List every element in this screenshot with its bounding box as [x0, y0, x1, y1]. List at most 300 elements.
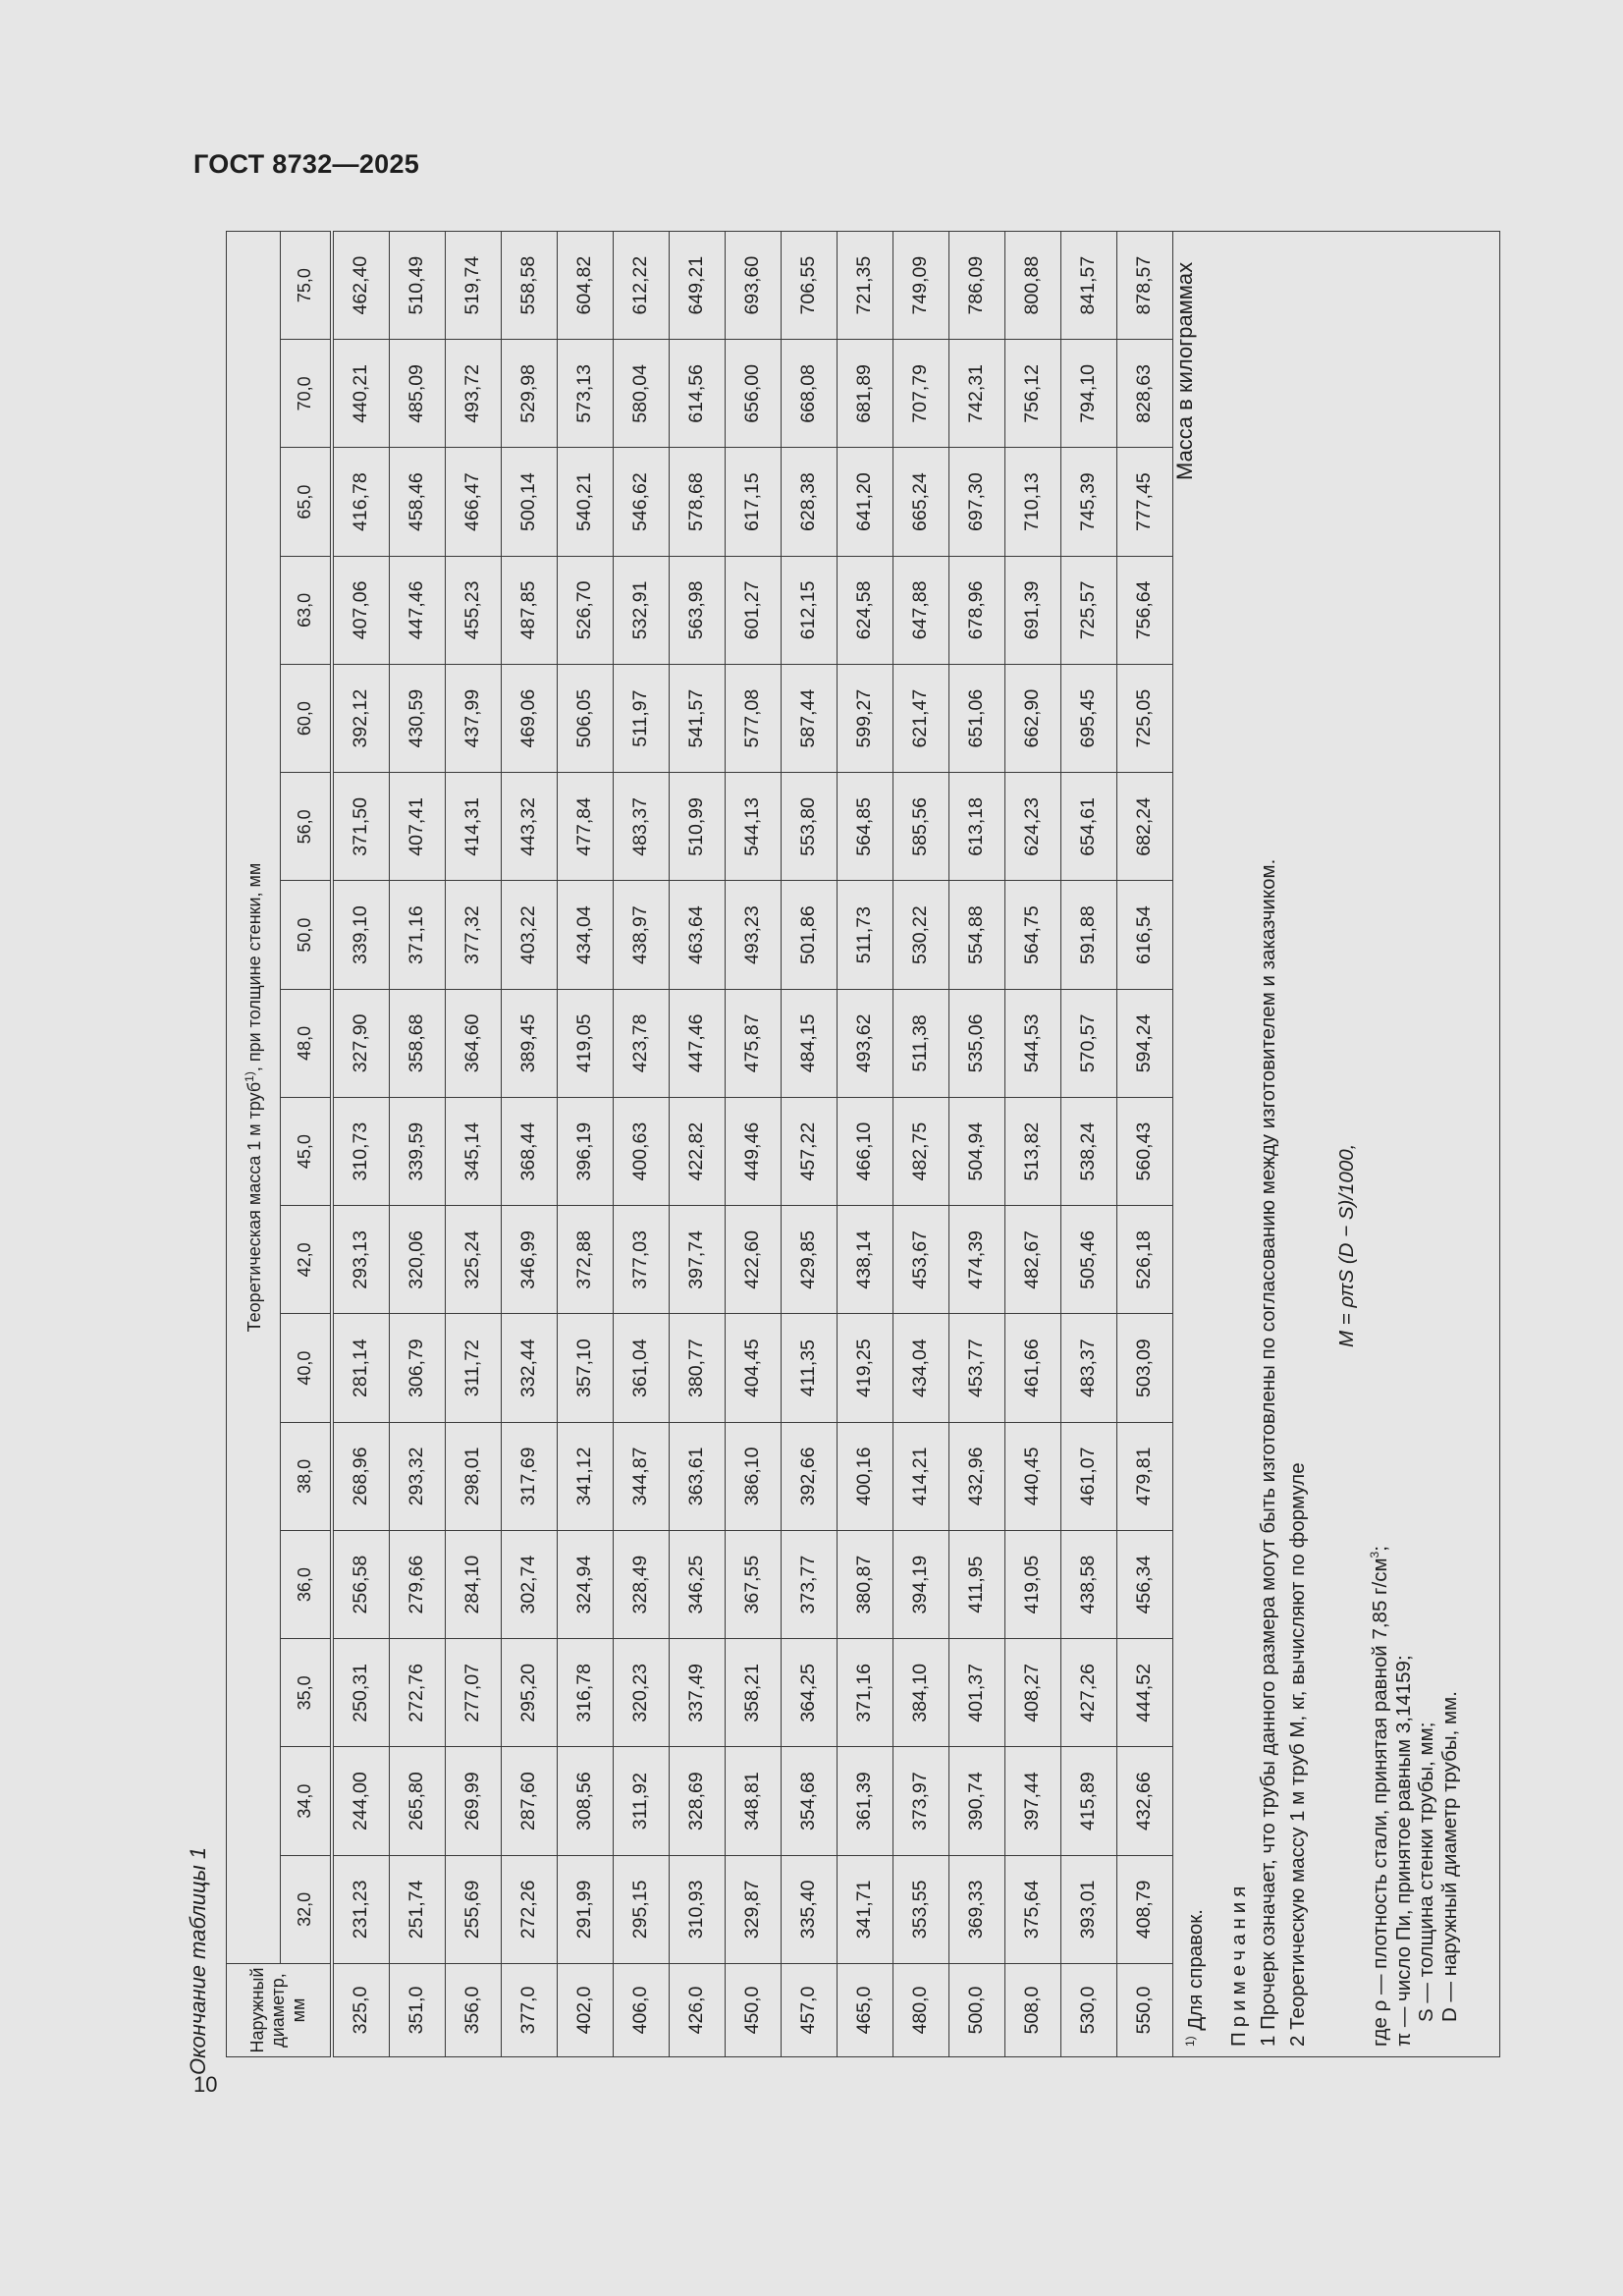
notes-heading: Примечания [1226, 1881, 1250, 2047]
mass-cell: 458,46 [389, 448, 445, 556]
mass-cell: 377,03 [613, 1206, 669, 1314]
mass-cell: 432,96 [948, 1422, 1004, 1530]
mass-cell: 337,49 [669, 1639, 725, 1747]
mass-cell: 422,60 [725, 1206, 781, 1314]
mass-cell: 438,58 [1060, 1531, 1116, 1639]
diameter-cell: 377,0 [501, 1964, 557, 2057]
mass-cell: 375,64 [1004, 1855, 1060, 1963]
diameter-cell: 325,0 [332, 1964, 390, 2057]
mass-cell: 594,24 [1116, 989, 1172, 1097]
mass-cell: 329,87 [725, 1855, 781, 1963]
mass-cell: 535,06 [948, 989, 1004, 1097]
mass-cell: 434,04 [893, 1314, 948, 1422]
mass-cell: 479,81 [1116, 1422, 1172, 1530]
thickness-header-cell: 63,0 [281, 556, 332, 664]
thickness-header-cell: 70,0 [281, 340, 332, 448]
mass-cell: 599,27 [837, 665, 893, 773]
table-row [725, 232, 781, 2057]
mass-cell: 511,38 [893, 989, 948, 1097]
mass-cell: 316,78 [557, 1639, 613, 1747]
mass-cell: 320,23 [613, 1639, 669, 1747]
mass-cell: 407,41 [389, 773, 445, 881]
mass-cell: 513,82 [1004, 1098, 1060, 1206]
mass-cell: 310,93 [669, 1855, 725, 1963]
mass-cell: 367,55 [725, 1531, 781, 1639]
diameter-cell: 406,0 [613, 1964, 669, 2057]
thickness-header-cell: 75,0 [281, 232, 332, 340]
mass-cell: 320,06 [389, 1206, 445, 1314]
mass-cell: 477,84 [557, 773, 613, 881]
mass-cell: 519,74 [445, 232, 501, 340]
mass-cell: 344,87 [613, 1422, 669, 1530]
mass-cell: 363,61 [669, 1422, 725, 1530]
mass-cell: 244,00 [332, 1747, 390, 1855]
mass-cell: 389,45 [501, 989, 557, 1097]
table-row [1116, 232, 1172, 2057]
mass-cell: 665,24 [893, 448, 948, 556]
mass-cell: 284,10 [445, 1531, 501, 1639]
mass-cell: 298,01 [445, 1422, 501, 1530]
mass-cell: 558,58 [501, 232, 557, 340]
mass-cell: 401,37 [948, 1639, 1004, 1747]
mass-cell: 408,27 [1004, 1639, 1060, 1747]
mass-cell: 563,98 [669, 556, 725, 664]
mass-cell: 419,05 [1004, 1531, 1060, 1639]
mass-cell: 407,06 [332, 556, 390, 664]
thickness-header-cell: 36,0 [281, 1531, 332, 1639]
mass-cell: 279,66 [389, 1531, 445, 1639]
thickness-header-cell: 40,0 [281, 1314, 332, 1422]
mass-cell: 463,64 [669, 881, 725, 989]
mass-cell: 403,22 [501, 881, 557, 989]
mass-cell: 742,31 [948, 340, 1004, 448]
mass-cell: 277,07 [445, 1639, 501, 1747]
mass-cell: 272,26 [501, 1855, 557, 1963]
thickness-header-cell: 45,0 [281, 1098, 332, 1206]
table-row [669, 232, 725, 2057]
mass-cell: 411,35 [781, 1314, 837, 1422]
mass-cell: 544,13 [725, 773, 781, 881]
mass-cell: 621,47 [893, 665, 948, 773]
mass-cell: 504,94 [948, 1098, 1004, 1206]
mass-cell: 372,88 [557, 1206, 613, 1314]
table-row [613, 232, 669, 2057]
table-row [389, 232, 445, 2057]
mass-cell: 364,60 [445, 989, 501, 1097]
mass-cell: 293,13 [332, 1206, 390, 1314]
mass-cell: 647,88 [893, 556, 948, 664]
mass-cell: 554,88 [948, 881, 1004, 989]
thickness-group-header: Теоретическая масса 1 м труб$^{1)}$, при толщине стенки, мм [227, 232, 281, 1964]
mass-cell: 841,57 [1060, 232, 1116, 340]
mass-cell: 361,39 [837, 1747, 893, 1855]
mass-cell: 328,49 [613, 1531, 669, 1639]
mass-cell: 393,01 [1060, 1855, 1116, 1963]
thickness-header-cell: 60,0 [281, 665, 332, 773]
diameter-cell: 465,0 [837, 1964, 893, 2057]
table-row [837, 232, 893, 2057]
table-row [332, 232, 390, 2057]
mass-cell: 617,15 [725, 448, 781, 556]
mass-cell: 828,63 [1116, 340, 1172, 448]
mass-cell: 339,59 [389, 1098, 445, 1206]
mass-cell: 706,55 [781, 232, 837, 340]
mass-cell: 614,56 [669, 340, 725, 448]
mass-cell: 501,86 [781, 881, 837, 989]
mass-cell: 440,45 [1004, 1422, 1060, 1530]
mass-cell: 339,10 [332, 881, 390, 989]
mass-cell: 511,73 [837, 881, 893, 989]
mass-cell: 440,21 [332, 340, 390, 448]
mass-cell: 612,22 [613, 232, 669, 340]
mass-cell: 308,56 [557, 1747, 613, 1855]
mass-cell: 745,39 [1060, 448, 1116, 556]
table-caption: Окончание таблицы 1 [186, 1846, 210, 2075]
table-row [445, 232, 501, 2057]
mass-cell: 484,15 [781, 989, 837, 1097]
mass-cell: 505,46 [1060, 1206, 1116, 1314]
mass-cell: 624,58 [837, 556, 893, 664]
mass-cell: 430,59 [389, 665, 445, 773]
mass-cell: 641,20 [837, 448, 893, 556]
mass-cell: 346,99 [501, 1206, 557, 1314]
diameter-cell: 508,0 [1004, 1964, 1060, 2057]
mass-cell: 438,14 [837, 1206, 893, 1314]
mass-cell: 462,40 [332, 232, 390, 340]
mass-cell: 291,99 [557, 1855, 613, 1963]
mass-cell: 345,14 [445, 1098, 501, 1206]
mass-cell: 503,09 [1116, 1314, 1172, 1422]
page-number: 10 [193, 2072, 218, 2097]
mass-cell: 327,90 [332, 989, 390, 1097]
mass-cell: 371,16 [837, 1639, 893, 1747]
mass-cell: 564,75 [1004, 881, 1060, 989]
mass-cell: 295,20 [501, 1639, 557, 1747]
mass-cell: 510,49 [389, 232, 445, 340]
mass-cell: 311,72 [445, 1314, 501, 1422]
mass-cell: 475,87 [725, 989, 781, 1097]
diameter-cell: 450,0 [725, 1964, 781, 2057]
mass-cell: 328,69 [669, 1747, 725, 1855]
mass-cell: 455,23 [445, 556, 501, 664]
mass-cell: 415,89 [1060, 1747, 1116, 1855]
mass-cell: 691,39 [1004, 556, 1060, 664]
mass-cell: 493,72 [445, 340, 501, 448]
thickness-header-cell: 42,0 [281, 1206, 332, 1314]
mass-cell: 256,58 [332, 1531, 390, 1639]
table-row [948, 232, 1004, 2057]
mass-cell: 624,23 [1004, 773, 1060, 881]
mass-cell: 392,12 [332, 665, 390, 773]
mass-cell: 529,98 [501, 340, 557, 448]
thickness-header-cell: 50,0 [281, 881, 332, 989]
mass-cell: 628,38 [781, 448, 837, 556]
mass-cell: 414,21 [893, 1422, 948, 1530]
where-d: D — наружный диаметр трубы, мм. [1437, 1691, 1461, 2022]
notes-block [1173, 231, 1500, 2057]
mass-cell: 358,21 [725, 1639, 781, 1747]
mass-cell: 654,61 [1060, 773, 1116, 881]
mass-cell: 231,23 [332, 1855, 390, 1963]
mass-cell: 721,35 [837, 232, 893, 340]
mass-cell: 419,25 [837, 1314, 893, 1422]
mass-cell: 432,66 [1116, 1747, 1172, 1855]
mass-cell: 553,80 [781, 773, 837, 881]
mass-cell: 777,45 [1116, 448, 1172, 556]
standard-header: ГОСТ 8732—2025 [193, 149, 420, 179]
mass-cell: 693,60 [725, 232, 781, 340]
mass-cell: 394,19 [893, 1531, 948, 1639]
mass-cell: 427,26 [1060, 1639, 1116, 1747]
mass-cell: 466,47 [445, 448, 501, 556]
mass-cell: 604,82 [557, 232, 613, 340]
mass-cell: 482,75 [893, 1098, 948, 1206]
mass-cell: 800,88 [1004, 232, 1060, 340]
diameter-cell: 500,0 [948, 1964, 1004, 2057]
mass-cell: 368,44 [501, 1098, 557, 1206]
mass-cell: 373,97 [893, 1747, 948, 1855]
mass-cell: 749,09 [893, 232, 948, 340]
mass-cell: 601,27 [725, 556, 781, 664]
mass-cell: 453,77 [948, 1314, 1004, 1422]
mass-cell: 444,52 [1116, 1639, 1172, 1747]
mass-cell: 493,62 [837, 989, 893, 1097]
thickness-header-cell: 38,0 [281, 1422, 332, 1530]
mass-cell: 317,69 [501, 1422, 557, 1530]
mass-cell: 310,73 [332, 1098, 390, 1206]
mass-cell: 483,37 [613, 773, 669, 881]
mass-cell: 397,44 [1004, 1747, 1060, 1855]
table-row [501, 232, 557, 2057]
mass-cell: 434,04 [557, 881, 613, 989]
mass-table [226, 231, 1173, 2057]
mass-cell: 449,46 [725, 1098, 781, 1206]
mass-cell: 438,97 [613, 881, 669, 989]
mass-cell: 577,08 [725, 665, 781, 773]
mass-cell: 544,53 [1004, 989, 1060, 1097]
mass-cell: 404,45 [725, 1314, 781, 1422]
mass-cell: 437,99 [445, 665, 501, 773]
mass-cell: 371,16 [389, 881, 445, 989]
mass-cell: 695,45 [1060, 665, 1116, 773]
mass-cell: 681,89 [837, 340, 893, 448]
mass-cell: 794,10 [1060, 340, 1116, 448]
mass-cell: 530,22 [893, 881, 948, 989]
thickness-header-row [281, 232, 332, 2057]
mass-cell: 384,10 [893, 1639, 948, 1747]
mass-cell: 332,44 [501, 1314, 557, 1422]
mass-cell: 878,57 [1116, 232, 1172, 340]
mass-cell: 302,74 [501, 1531, 557, 1639]
mass-cell: 656,00 [725, 340, 781, 448]
mass-cell: 392,66 [781, 1422, 837, 1530]
mass-cell: 251,74 [389, 1855, 445, 1963]
footnote: $^{1)}$ Для справок. [1182, 1909, 1207, 2047]
note-1: 1 Прочерк означает, что трубы данного размера могут быть изготовлены по согласованию между изготовителем и заказчиком. [1256, 858, 1279, 2047]
units-caption: Масса в килограммах [1172, 261, 1197, 480]
mass-cell: 380,77 [669, 1314, 725, 1422]
mass-cell: 651,06 [948, 665, 1004, 773]
table-row [557, 232, 613, 2057]
mass-cell: 371,50 [332, 773, 390, 881]
mass-cell: 526,70 [557, 556, 613, 664]
mass-cell: 540,21 [557, 448, 613, 556]
mass-cell: 587,44 [781, 665, 837, 773]
mass-cell: 485,09 [389, 340, 445, 448]
diameter-cell: 402,0 [557, 1964, 613, 2057]
mass-cell: 447,46 [669, 989, 725, 1097]
mass-cell: 348,81 [725, 1747, 781, 1855]
mass-cell: 364,25 [781, 1639, 837, 1747]
mass-cell: 541,57 [669, 665, 725, 773]
mass-cell: 580,04 [613, 340, 669, 448]
mass-cell: 272,76 [389, 1639, 445, 1747]
mass-cell: 682,24 [1116, 773, 1172, 881]
where-s: S — толщина стенки трубы, мм; [1414, 1722, 1437, 2022]
mass-cell: 649,21 [669, 232, 725, 340]
mass-cell: 358,68 [389, 989, 445, 1097]
mass-cell: 461,07 [1060, 1422, 1116, 1530]
diameter-cell: 457,0 [781, 1964, 837, 2057]
diameter-cell: 426,0 [669, 1964, 725, 2057]
mass-cell: 386,10 [725, 1422, 781, 1530]
mass-cell: 532,91 [613, 556, 669, 664]
mass-cell: 585,56 [893, 773, 948, 881]
mass-cell: 422,82 [669, 1098, 725, 1206]
mass-cell: 373,77 [781, 1531, 837, 1639]
diameter-cell: 356,0 [445, 1964, 501, 2057]
mass-formula: M = ρπS (D − S)/1000, [1334, 1143, 1358, 1347]
mass-cell: 573,13 [557, 340, 613, 448]
mass-cell: 255,69 [445, 1855, 501, 1963]
mass-cell: 306,79 [389, 1314, 445, 1422]
mass-cell: 361,04 [613, 1314, 669, 1422]
mass-cell: 570,57 [1060, 989, 1116, 1097]
mass-cell: 353,55 [893, 1855, 948, 1963]
mass-cell: 377,32 [445, 881, 501, 989]
diameter-column-header: Наружный диаметр, мм [227, 1964, 332, 2057]
where-pi: π — число Пи, принятое равным 3,14159; [1391, 1655, 1415, 2047]
mass-cell: 341,71 [837, 1855, 893, 1963]
thickness-header-cell: 48,0 [281, 989, 332, 1097]
mass-cell: 369,33 [948, 1855, 1004, 1963]
diameter-cell: 351,0 [389, 1964, 445, 2057]
mass-cell: 265,80 [389, 1747, 445, 1855]
thickness-header-cell: 32,0 [281, 1855, 332, 1963]
mass-cell: 281,14 [332, 1314, 390, 1422]
mass-cell: 678,96 [948, 556, 1004, 664]
diameter-cell: 480,0 [893, 1964, 948, 2057]
mass-cell: 469,06 [501, 665, 557, 773]
mass-cell: 786,09 [948, 232, 1004, 340]
mass-cell: 511,97 [613, 665, 669, 773]
mass-cell: 268,96 [332, 1422, 390, 1530]
thickness-header-cell: 34,0 [281, 1747, 332, 1855]
mass-cell: 419,05 [557, 989, 613, 1097]
mass-cell: 710,13 [1004, 448, 1060, 556]
mass-cell: 466,10 [837, 1098, 893, 1206]
mass-cell: 380,87 [837, 1531, 893, 1639]
mass-cell: 341,12 [557, 1422, 613, 1530]
mass-cell: 483,37 [1060, 1314, 1116, 1422]
mass-cell: 408,79 [1116, 1855, 1172, 1963]
table-row [893, 232, 948, 2057]
mass-cell: 500,14 [501, 448, 557, 556]
mass-cell: 390,74 [948, 1747, 1004, 1855]
table-row [1060, 232, 1116, 2057]
mass-cell: 578,68 [669, 448, 725, 556]
mass-cell: 616,54 [1116, 881, 1172, 989]
mass-cell: 725,05 [1116, 665, 1172, 773]
mass-cell: 461,66 [1004, 1314, 1060, 1422]
mass-cell: 357,10 [557, 1314, 613, 1422]
mass-cell: 662,90 [1004, 665, 1060, 773]
mass-cell: 443,32 [501, 773, 557, 881]
mass-cell: 756,64 [1116, 556, 1172, 664]
mass-cell: 295,15 [613, 1855, 669, 1963]
mass-cell: 429,85 [781, 1206, 837, 1314]
mass-cell: 453,67 [893, 1206, 948, 1314]
mass-cell: 411,95 [948, 1531, 1004, 1639]
mass-cell: 697,30 [948, 448, 1004, 556]
mass-cell: 474,39 [948, 1206, 1004, 1314]
diameter-cell: 550,0 [1116, 1964, 1172, 2057]
note-2: 2 Теоретическую массу 1 м труб М, кг, вычисляют по формуле [1285, 1462, 1309, 2047]
mass-cell: 414,31 [445, 773, 501, 881]
mass-cell: 287,60 [501, 1747, 557, 1855]
mass-cell: 447,46 [389, 556, 445, 664]
table-row [1004, 232, 1060, 2057]
mass-cell: 560,43 [1116, 1098, 1172, 1206]
mass-cell: 311,92 [613, 1747, 669, 1855]
mass-cell: 510,99 [669, 773, 725, 881]
table-row [781, 232, 837, 2057]
mass-cell: 354,68 [781, 1747, 837, 1855]
mass-cell: 325,24 [445, 1206, 501, 1314]
mass-cell: 293,32 [389, 1422, 445, 1530]
mass-cell: 456,34 [1116, 1531, 1172, 1639]
mass-cell: 397,74 [669, 1206, 725, 1314]
mass-cell: 423,78 [613, 989, 669, 1097]
thickness-header-cell: 35,0 [281, 1639, 332, 1747]
mass-cell: 346,25 [669, 1531, 725, 1639]
thickness-header-cell: 56,0 [281, 773, 332, 881]
mass-cell: 269,99 [445, 1747, 501, 1855]
mass-cell: 546,62 [613, 448, 669, 556]
thickness-header-cell: 65,0 [281, 448, 332, 556]
mass-cell: 400,16 [837, 1422, 893, 1530]
mass-cell: 457,22 [781, 1098, 837, 1206]
mass-cell: 400,63 [613, 1098, 669, 1206]
mass-cell: 493,23 [725, 881, 781, 989]
mass-cell: 612,15 [781, 556, 837, 664]
diameter-cell: 530,0 [1060, 1964, 1116, 2057]
mass-cell: 538,24 [1060, 1098, 1116, 1206]
mass-table-body [332, 232, 1173, 2057]
mass-cell: 668,08 [781, 340, 837, 448]
mass-cell: 756,12 [1004, 340, 1060, 448]
mass-cell: 707,79 [893, 340, 948, 448]
mass-cell: 335,40 [781, 1855, 837, 1963]
mass-cell: 482,67 [1004, 1206, 1060, 1314]
mass-cell: 250,31 [332, 1639, 390, 1747]
mass-cell: 725,57 [1060, 556, 1116, 664]
mass-cell: 526,18 [1116, 1206, 1172, 1314]
mass-cell: 506,05 [557, 665, 613, 773]
rotated-table-block [226, 231, 1506, 2057]
mass-cell: 564,85 [837, 773, 893, 881]
mass-cell: 416,78 [332, 448, 390, 556]
